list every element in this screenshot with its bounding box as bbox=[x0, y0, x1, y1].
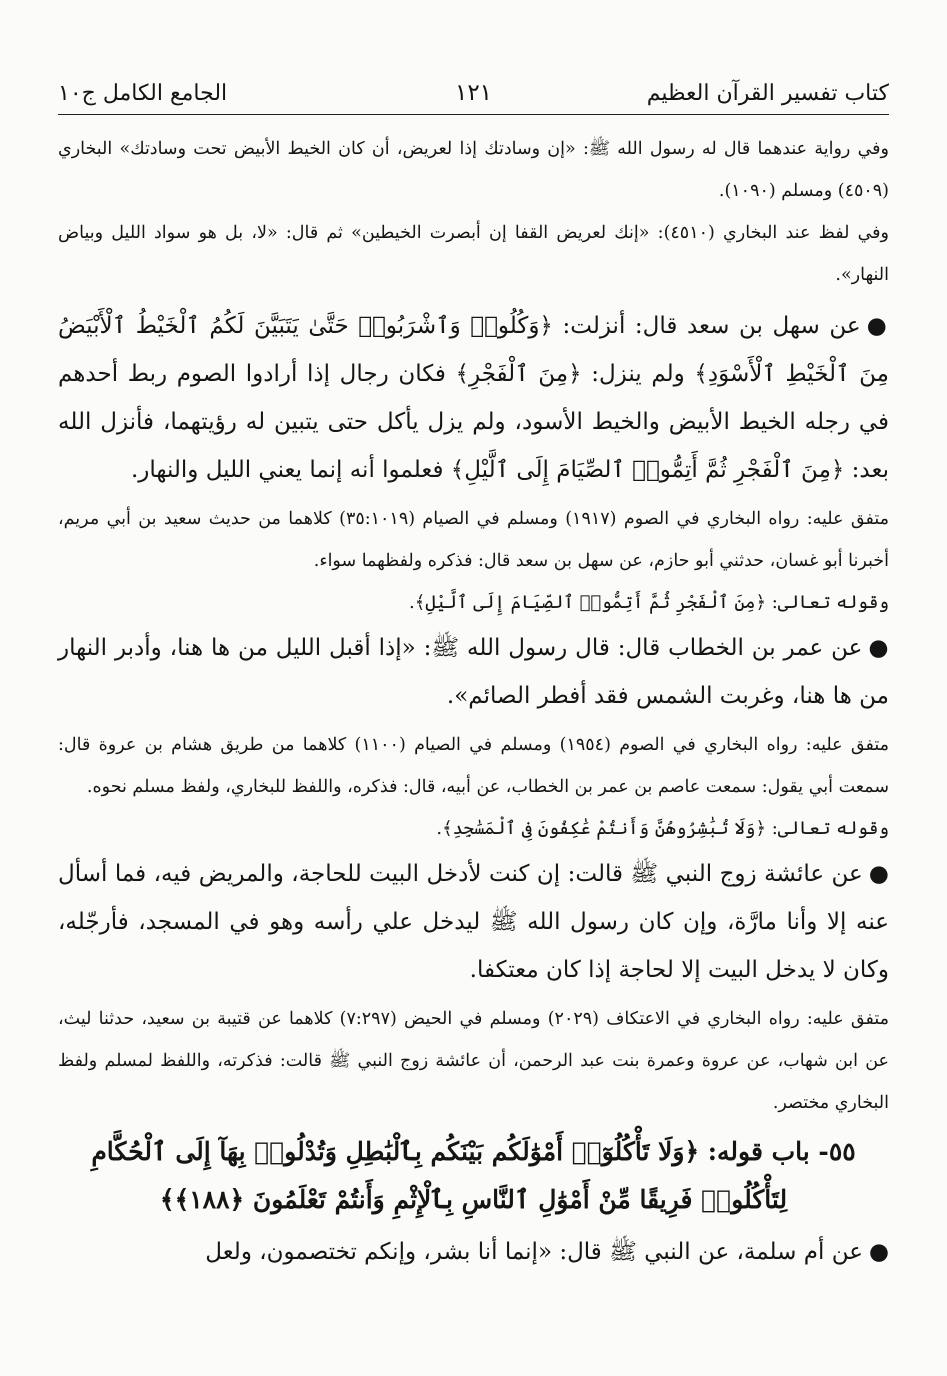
takhrij-note: متفق عليه: رواه البخاري في الاعتكاف (٢٠٢٩) ومسلم في الحيض (٧:٢٩٧) كلاهما عن قتيبة بن سعيد، حدثنا ليث، عن ابن شهاب، عن عروة وعمرة بنت عبد الرحمن، أن عائشة زوج النبي ﷺ قالت: فذكرته، واللفظ لمسلم ولفظ البخاري مختصر. bbox=[58, 1009, 889, 1113]
bullet-marker: ● bbox=[868, 1238, 889, 1265]
book-title: كتاب تفسير القرآن العظيم bbox=[646, 81, 889, 106]
hadith-paragraph bbox=[58, 624, 889, 720]
hadith-paragraph bbox=[58, 850, 889, 994]
takhrij-note: متفق عليه: رواه البخاري في الصوم (١٩٥٤) ومسلم في الصيام (١١٠٠) كلاهما من طريق هشام بن عروة قال: سمعت أبي يقول: سمعت عاصم بن عمر بن الخطاب، عن أبيه، قال: فذكره، واللفظ للبخاري، ولفظ مسلم نحوه. bbox=[58, 735, 890, 797]
bullet-marker: ● bbox=[866, 312, 889, 339]
chapter-heading: ٥٥- باب قوله: ﴿وَلَا تَأْكُلُوٓا۟ أَمْوَٰلَكُم بَيْنَكُم بِٱلْبَٰطِلِ وَتُدْلُوا۟ بِهَآ إِلَى ٱلْحُكَّامِ لِتَأْكُلُوا۟ فَرِيقًا مِّنْ أَمْوَٰلِ ٱلنَّاسِ بِٱلْإِثْمِ وَأَنتُمْ تَعْلَمُونَ ﴿١٨٨﴾﴾ bbox=[91, 1137, 856, 1214]
narration-note: وفي رواية عندهما قال له رسول الله ﷺ: «إن وسادتك إذا لعريض، أن كان الخيط الأبيض تحت وسادتك» البخاري (٤٥٠٩) ومسلم (١٠٩٠). bbox=[58, 139, 889, 201]
narration-note: وفي لفظ عند البخاري (٤٥١٠): «إنك لعريض القفا إن أبصرت الخيطين» ثم قال: «لا، بل هو سواد الليل وبياض النهار». bbox=[58, 223, 890, 285]
hadith-text: عن أم سلمة، عن النبي ﷺ قال: «إنما أنا بشر، وإنكم تختصمون، ولعل bbox=[205, 1239, 863, 1265]
hadith-text: عن عائشة زوج النبي ﷺ قالت: إن كنت لأدخل البيت للحاجة، والمريض فيه، فما أسأل عنه إلا وأنا مارَّة، وإن كان رسول الله ﷺ ليدخل علي رأسه وهو في المسجد، فأرجّله، وكان لا يدخل البيت إلا لحاجة إذا كان معتكفا. bbox=[58, 861, 889, 983]
bullet-marker: ● bbox=[868, 634, 890, 661]
hadith-paragraph bbox=[58, 1228, 889, 1276]
hadith-text: عن سهل بن سعد قال: أنزلت: ﴿وَكُلُوا۟ وَٱشْرَبُوا۟ حَتَّىٰ يَتَبَيَّنَ لَكُمُ ٱلْخَيْطُ ٱلْأَبْيَضُ مِنَ ٱلْخَيْطِ ٱلْأَسْوَدِ﴾ ولم ينزل: ﴿مِنَ ٱلْفَجْرِ﴾ فكان رجال إذا أرادوا الصوم ربط أحدهم في رجله الخيط الأبيض والخيط الأسود، ولم يزل يأكل حتى يتبين له رؤيتهما، فأنزل الله بعد: ﴿مِنَ ٱلْفَجْرِ ثُمَّ أَتِمُّوا۟ ٱلصِّيَامَ إِلَى ٱلَّيْلِ﴾ فعلموا أنه إنما يعني الليل والنهار. bbox=[58, 313, 889, 483]
running-header bbox=[58, 66, 889, 106]
verse-citation: وقوله تعالى: ﴿وَلَا تُبَٰشِرُوهُنَّ وَأَنتُمْ عَٰكِفُونَ فِى ٱلْمَسَٰجِدِ﴾. bbox=[436, 818, 889, 839]
header-divider bbox=[58, 114, 889, 115]
hadith-paragraph bbox=[58, 302, 889, 494]
page-body bbox=[58, 128, 889, 1276]
page-number: ١٢١ bbox=[454, 80, 493, 106]
hadith-text: عن عمر بن الخطاب قال: قال رسول الله ﷺ: «إذا أقبل الليل من ها هنا، وأدبر النهار من ها هنا، وغربت الشمس فقد أفطر الصائم». bbox=[58, 635, 889, 709]
verse-citation: وقوله تعالى: ﴿مِنَ ٱلْفَجْرِ ثُمَّ أَتِمُّوا۟ ٱلصِّيَامَ إِلَى ٱلَّيْلِ﴾. bbox=[409, 592, 889, 613]
volume-title: الجامع الكامل ج١٠ bbox=[58, 81, 228, 106]
takhrij-note: متفق عليه: رواه البخاري في الصوم (١٩١٧) ومسلم في الصيام (٣٥:١٠١٩) كلاهما من حديث سعيد بن أبي مريم، أخبرنا أبو غسان، حدثني أبو حازم، عن سهل بن سعد قال: فذكره ولفظهما سواء. bbox=[58, 509, 890, 571]
bullet-marker: ● bbox=[868, 860, 889, 887]
